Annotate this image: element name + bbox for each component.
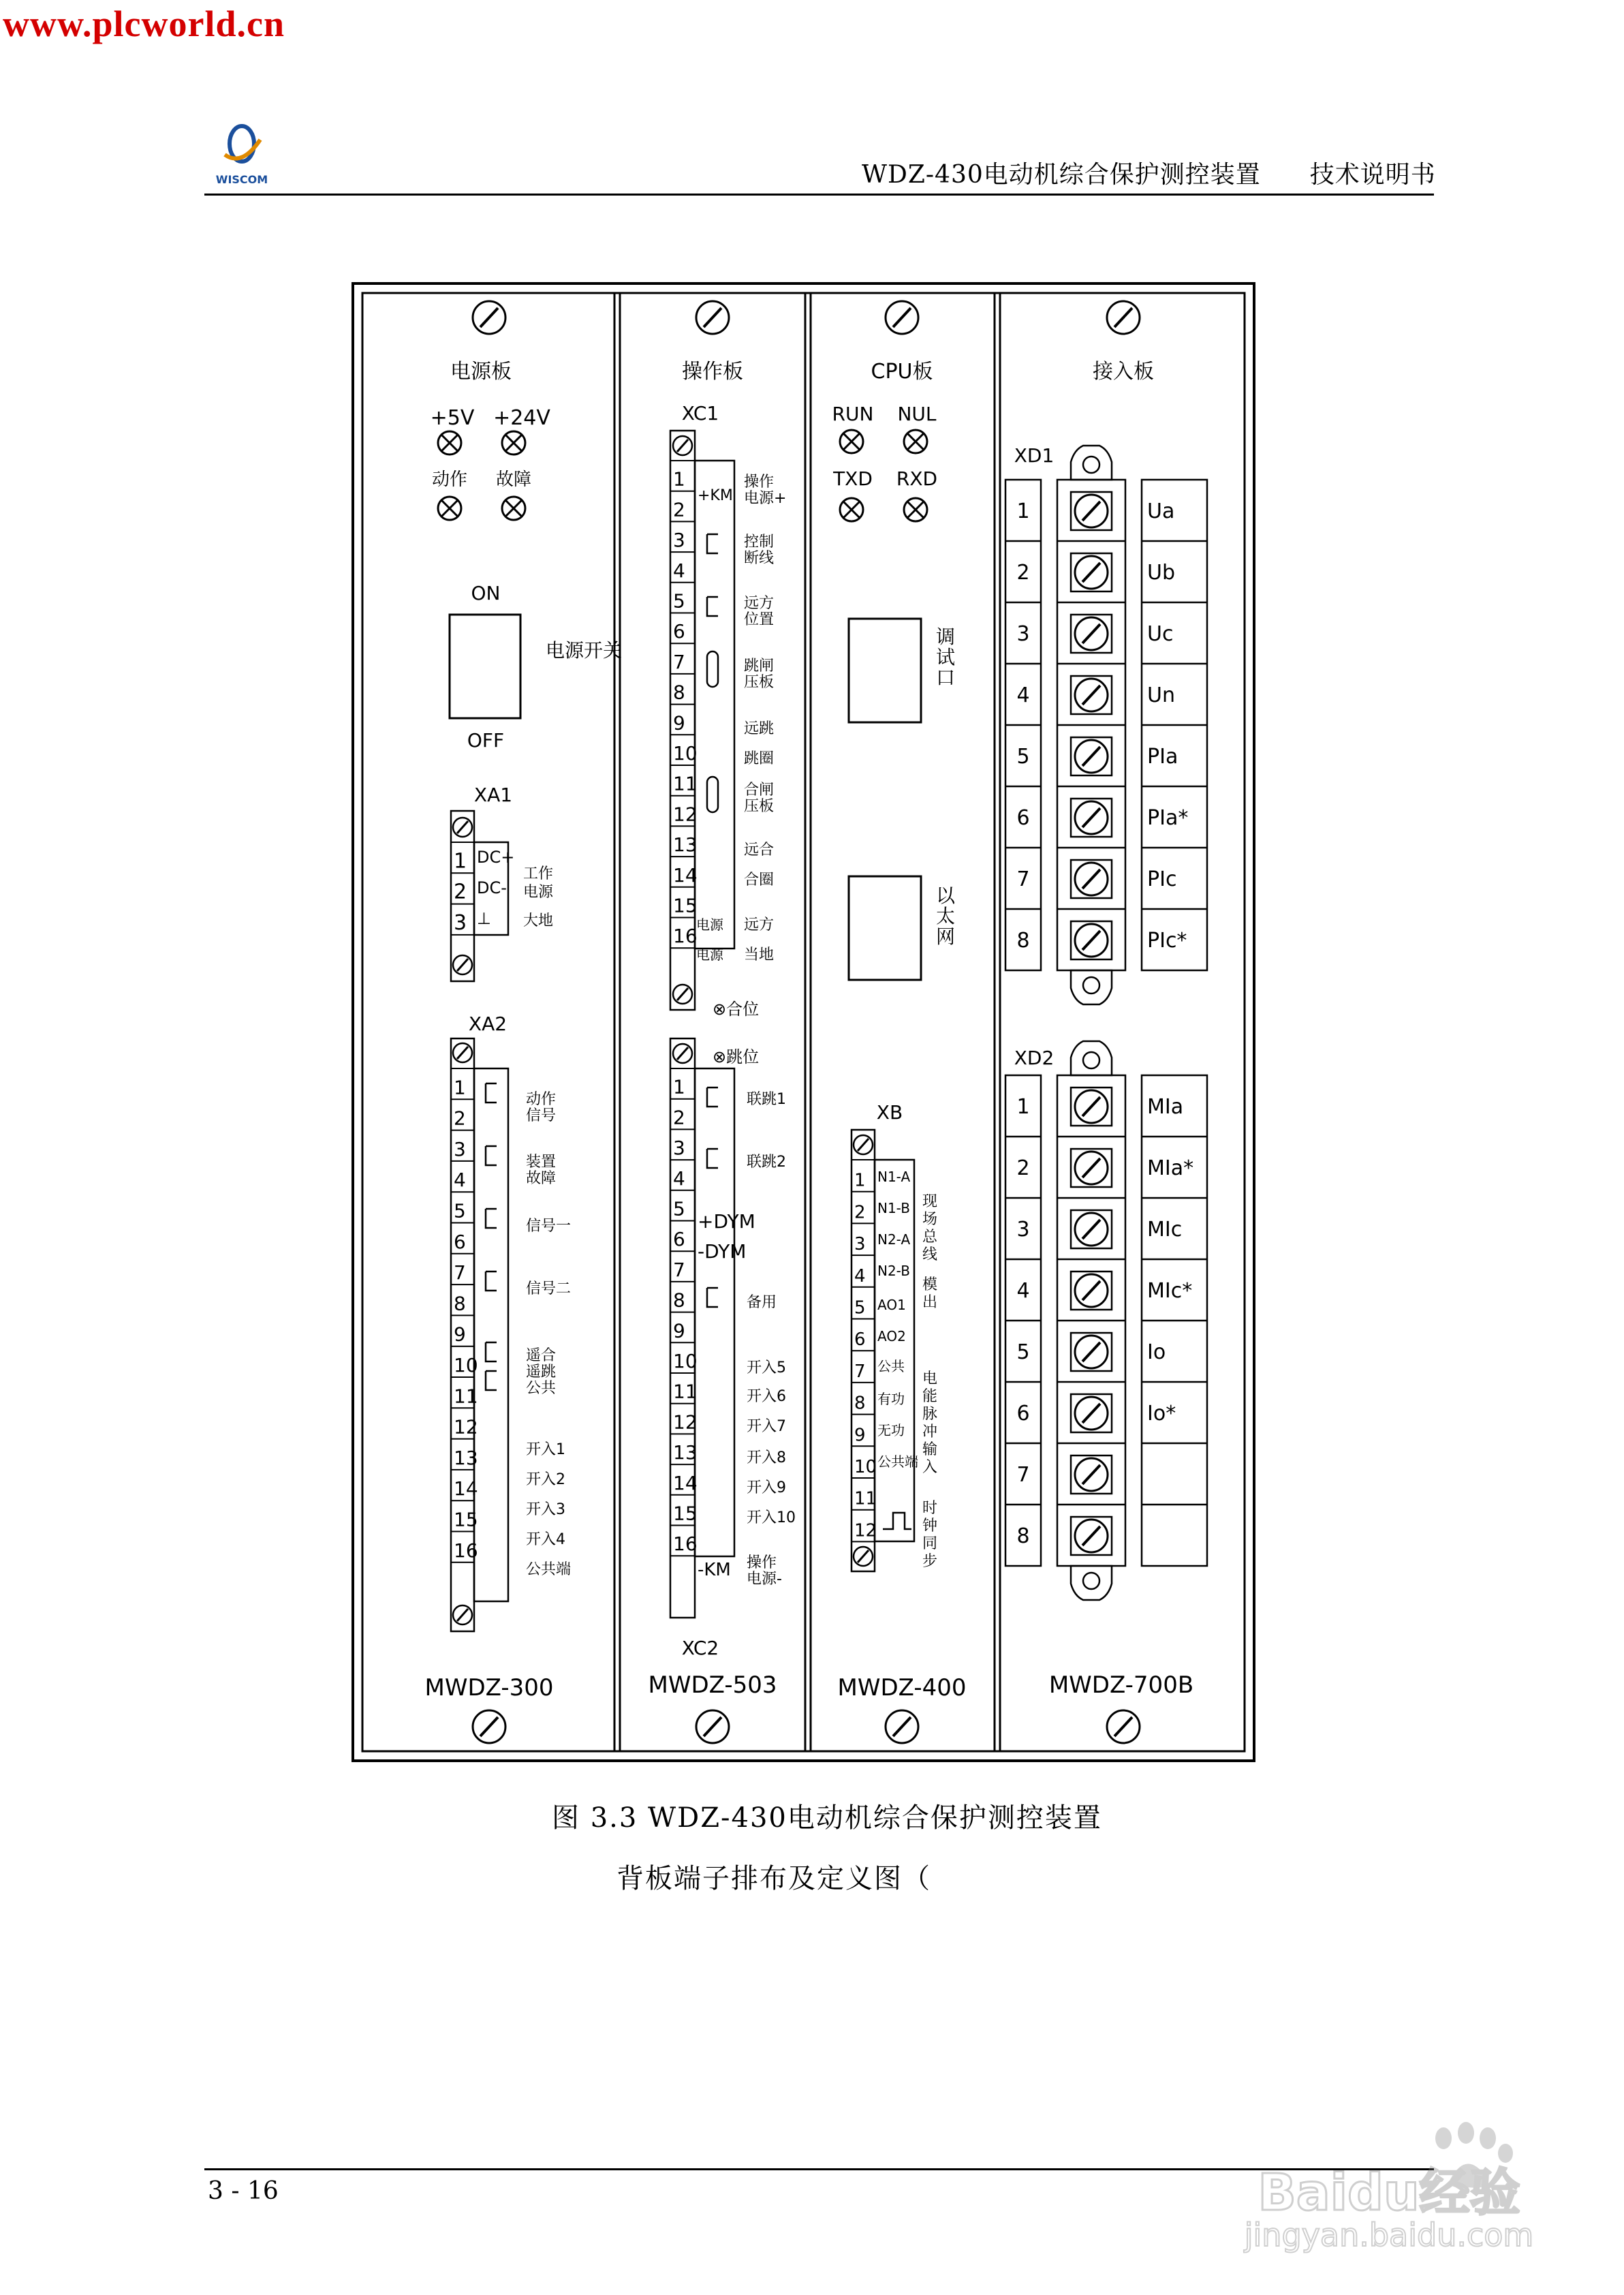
xc1-terminal-16: 16 <box>673 925 698 948</box>
xa2-label-14: 公共端 <box>526 1561 572 1578</box>
xd1-signal-5: PIa <box>1147 745 1178 769</box>
xa1-signal-2: DC- <box>477 878 507 897</box>
switch-on-label: ON <box>471 582 501 604</box>
xc1-label-10: 跳圈 <box>744 750 775 767</box>
xc1-terminal-10: 10 <box>673 742 698 765</box>
xa2-terminal-11: 11 <box>454 1385 478 1408</box>
model-mwdz-503: MWDZ-503 <box>648 1672 777 1699</box>
xa2-label-11: 开入2 <box>526 1471 565 1488</box>
led-label-5v: +5V <box>430 406 475 430</box>
xc2-contact-2 <box>707 1149 718 1168</box>
xd1-terminal-3: 3 <box>1016 622 1030 646</box>
xc2-terminal-12: 12 <box>673 1411 698 1434</box>
xa2-contact-3 <box>486 1209 497 1228</box>
led-label-rxd: RXD <box>896 467 938 490</box>
xa2-terminal-6: 6 <box>454 1230 466 1253</box>
logo-text: WISCOM <box>215 173 268 186</box>
figure-caption-line1: 图 3.3 WDZ-430电动机综合保护测控装置 <box>552 1802 1102 1834</box>
watermark-url: jingyan.baidu.com <box>1244 2217 1534 2253</box>
xb-signal-7: 公共 <box>877 1358 905 1374</box>
xc2-terminal-8: 8 <box>673 1289 685 1312</box>
indicator-close: ⊗合位 <box>713 1000 760 1019</box>
xc2-terminal-2: 2 <box>673 1106 685 1129</box>
xc1-terminal-3: 3 <box>673 529 685 552</box>
xb-terminal-1: 1 <box>854 1170 866 1191</box>
xc1-terminal-9: 9 <box>673 711 685 735</box>
xa2-label-2: 信号 <box>526 1107 557 1124</box>
xa2-label-6: 信号二 <box>526 1280 572 1297</box>
xc1-label-11: 合闸 <box>744 782 775 799</box>
xa2-terminal-4: 4 <box>454 1169 466 1192</box>
xa2-terminal-7: 7 <box>454 1261 466 1284</box>
running-header <box>862 155 1436 190</box>
xd2-screw-3 <box>1075 1213 1108 1246</box>
xc2-label-11: 电源- <box>747 1571 782 1588</box>
xc1-terminal-13: 13 <box>673 833 698 857</box>
xd1-signal-1: Ua <box>1147 499 1175 523</box>
xa2-label-1: 动作 <box>526 1091 557 1108</box>
xc2-terminal-1: 1 <box>673 1075 685 1098</box>
clock-pulse-icon <box>883 1513 911 1529</box>
xd2-screw-6 <box>1075 1397 1108 1430</box>
power-board-title: 电源板 <box>450 360 512 384</box>
xa2-terminal-2: 2 <box>454 1107 466 1130</box>
xd2-signal-6: Io* <box>1147 1402 1176 1426</box>
xc1-label-7: 跳闸 <box>744 658 775 675</box>
xb-terminal-3: 3 <box>854 1234 866 1255</box>
xd2-terminal-3: 3 <box>1016 1218 1030 1242</box>
led-label-run: RUN <box>832 403 874 425</box>
xd2-signal-2: MIa* <box>1147 1156 1194 1180</box>
xb-signal-4: N2-B <box>877 1263 910 1279</box>
xa2-label-5: 信号一 <box>526 1218 572 1235</box>
xd1-terminal-1: 1 <box>1016 499 1030 523</box>
xd1-terminal-6: 6 <box>1016 806 1030 830</box>
xd1-signal-8: PIc* <box>1147 929 1187 953</box>
xa2-terminal-8: 8 <box>454 1292 466 1315</box>
xd2-terminal-2: 2 <box>1016 1156 1030 1180</box>
xa1-signal-3: ⊥ <box>477 909 491 928</box>
xb-label-1: 现场总线 <box>922 1193 938 1263</box>
xb-terminal-9: 9 <box>854 1425 866 1446</box>
xd1-screw-8 <box>1075 924 1108 957</box>
xc1-terminal-4: 4 <box>673 559 685 582</box>
cpu-board-title: CPU板 <box>871 360 933 384</box>
xa2-contact-1 <box>486 1083 497 1103</box>
xd2-screw-8 <box>1075 1520 1108 1552</box>
xc2-terminal-10: 10 <box>673 1350 698 1372</box>
xc1-label-13: 远合 <box>744 842 775 859</box>
xc2-label-5: 开入6 <box>747 1388 786 1405</box>
cpu-board <box>832 360 967 1701</box>
xa2-label-3: 装置 <box>526 1154 557 1171</box>
xc1-terminal-15: 15 <box>673 894 698 917</box>
site-url[interactable]: www.plcworld.cn <box>3 3 285 44</box>
xb-terminal-8: 8 <box>854 1393 866 1414</box>
xa2-label-7: 遥合 <box>526 1347 557 1364</box>
xc2-label-4: 开入5 <box>747 1359 786 1376</box>
xa1-label-3: 大地 <box>523 912 554 929</box>
power-board <box>425 360 623 1701</box>
xd1-terminal-2: 2 <box>1016 561 1030 585</box>
xc2-signal-dym-plus: +DYM <box>698 1210 755 1233</box>
xc2-label-7: 开入8 <box>747 1449 786 1466</box>
switch-label: 电源开关 <box>546 639 623 662</box>
xc1-label-4: 断线 <box>744 550 775 567</box>
xd1-signal-7: PIc <box>1147 867 1177 891</box>
xb-terminal-5: 5 <box>854 1297 866 1319</box>
xd1-screw-2 <box>1075 556 1108 589</box>
xa1-terminal-3: 3 <box>454 910 467 935</box>
xa2-terminal-10: 10 <box>454 1354 478 1376</box>
xb-label-3: 电能脉冲输入 <box>922 1370 938 1476</box>
xd2-signal-3: MIc <box>1147 1218 1183 1242</box>
xb-terminal-7: 7 <box>854 1361 866 1382</box>
xc1-label-6: 位置 <box>744 611 775 628</box>
led-label-fault: 故障 <box>495 469 532 490</box>
xc2-terminal-5: 5 <box>673 1197 685 1220</box>
input-board-title: 接入板 <box>1093 360 1154 384</box>
xa1-terminal-2: 2 <box>454 880 467 904</box>
led-label-txd: TXD <box>833 467 873 490</box>
xd2-terminal-1: 1 <box>1016 1095 1030 1119</box>
header-doc-type: 技术说明书 <box>1309 161 1436 189</box>
xc2-label-10: 操作 <box>747 1554 777 1571</box>
xc2-label-6: 开入7 <box>747 1418 786 1435</box>
xd1-signal-6: PIa* <box>1147 806 1189 830</box>
xb-terminal-4: 4 <box>854 1265 866 1287</box>
xd1-terminal-4: 4 <box>1016 683 1030 707</box>
xd1-screw-5 <box>1075 740 1108 773</box>
xc1-signal-power-2: 电源 <box>696 946 723 963</box>
xd2-terminal-5: 5 <box>1016 1340 1030 1364</box>
ethernet-port <box>849 876 921 980</box>
xd1-name: XD1 <box>1014 444 1055 467</box>
xa2-label-8: 遥跳 <box>526 1364 557 1381</box>
xd2-screw-7 <box>1075 1458 1108 1491</box>
model-mwdz-300: MWDZ-300 <box>424 1674 554 1701</box>
xc1-contact-2 <box>707 597 718 616</box>
xb-terminal-11: 11 <box>854 1488 877 1509</box>
xc2-label-3: 备用 <box>747 1294 777 1311</box>
xa2-contact-4 <box>486 1272 497 1291</box>
xc1-signal-power-1: 电源 <box>696 917 723 933</box>
xc2-terminal-13: 13 <box>673 1441 698 1464</box>
xc1-link-1 <box>707 651 718 687</box>
xc2-terminal-4: 4 <box>673 1167 685 1190</box>
xb-label-4: 时钟同步 <box>922 1500 938 1570</box>
xd1-screw-4 <box>1075 679 1108 711</box>
xb-signal-10: 公共端 <box>877 1453 918 1470</box>
xc2-terminal-11: 11 <box>673 1380 698 1403</box>
xa2-label-9: 公共 <box>526 1380 557 1397</box>
xa1-name: XA1 <box>473 784 513 806</box>
backplane-diagram <box>352 282 1255 1762</box>
xa2-label-4: 故障 <box>526 1170 557 1187</box>
xc2-terminal-7: 7 <box>673 1258 685 1281</box>
xd2-screw-5 <box>1075 1336 1108 1368</box>
xb-signal-2: N1-B <box>877 1200 910 1216</box>
xb-terminal-12: 12 <box>854 1520 877 1541</box>
xd1-screw-3 <box>1075 617 1108 650</box>
xd1-terminal-5: 5 <box>1016 745 1030 769</box>
xc1-label-16: 当地 <box>744 946 775 964</box>
switch-off-label: OFF <box>467 729 505 752</box>
xb-signal-8: 有功 <box>877 1391 905 1407</box>
xd1-terminal-7: 7 <box>1016 867 1030 891</box>
debug-port-label: 调试口 <box>936 626 956 689</box>
xc1-terminal-2: 2 <box>673 498 685 521</box>
xd1-signal-3: Uc <box>1147 622 1174 646</box>
xc2-name: XC2 <box>681 1637 719 1659</box>
xc2-terminal-14: 14 <box>673 1471 698 1494</box>
xa1-label-2: 电源 <box>523 884 554 901</box>
xa2-contact-6 <box>486 1371 497 1390</box>
xd1-bottom-ear <box>1071 970 1112 1004</box>
xd1-signal-4: Un <box>1147 683 1175 707</box>
xc2-label-8: 开入9 <box>747 1479 786 1496</box>
power-switch <box>450 615 520 718</box>
header-rule <box>204 194 1434 196</box>
xc2-contact-1 <box>707 1088 718 1107</box>
xa2-terminal-14: 14 <box>454 1477 478 1500</box>
xd2-terminal-7: 7 <box>1016 1463 1030 1487</box>
xc1-label-5: 远方 <box>744 595 775 612</box>
xc2-terminal-15: 15 <box>673 1502 698 1525</box>
xc1-label-2: 电源+ <box>744 490 787 507</box>
xd2-signal-1: MIa <box>1147 1095 1184 1119</box>
xb-label-2: 模出 <box>922 1276 938 1311</box>
xa2-label-10: 开入1 <box>526 1441 565 1458</box>
xc2-label-1: 联跳1 <box>747 1091 786 1108</box>
xd1-top-ear <box>1071 446 1112 480</box>
xa2-terminal-9: 9 <box>454 1323 466 1346</box>
watermark-brand: Baidu经验 <box>1258 2163 1520 2222</box>
xd2-signal-4: MIc* <box>1147 1279 1193 1303</box>
xd1-screw-6 <box>1075 801 1108 834</box>
op-board-title: 操作板 <box>682 360 743 384</box>
wiscom-logo <box>204 119 279 187</box>
xa1-terminal-1: 1 <box>454 849 467 874</box>
xc2-terminal-9: 9 <box>673 1319 685 1342</box>
xc2-terminal-6: 6 <box>673 1228 685 1251</box>
xa2-terminal-15: 15 <box>454 1508 478 1531</box>
xc2-contact-3 <box>707 1288 718 1307</box>
xc2-terminal-3: 3 <box>673 1137 685 1160</box>
xd2-terminal-6: 6 <box>1016 1402 1030 1426</box>
xc1-terminal-8: 8 <box>673 681 685 704</box>
xc1-label-15: 远方 <box>744 917 775 934</box>
header-product: WDZ-430电动机综合保护测控装置 <box>862 161 1261 189</box>
xc2-terminal-16: 16 <box>673 1532 698 1556</box>
xd2-bottom-ear <box>1071 1566 1112 1600</box>
xb-terminal-2: 2 <box>854 1202 866 1223</box>
xc1-terminal-7: 7 <box>673 650 685 673</box>
xb-signal-3: N2-A <box>877 1231 911 1248</box>
xb-signal-6: AO2 <box>877 1328 906 1344</box>
xa1-label-1: 工作 <box>523 865 554 882</box>
xc1-name: XC1 <box>681 402 719 425</box>
xc1-signal-km: +KM <box>698 487 733 504</box>
xd2-screw-2 <box>1075 1152 1108 1184</box>
xa1-signal-1: DC+ <box>477 848 515 867</box>
led-label-24v: +24V <box>493 406 550 430</box>
xa2-label-12: 开入3 <box>526 1501 565 1518</box>
xc2-label-9: 开入10 <box>747 1509 796 1526</box>
xb-terminal-10: 10 <box>854 1457 877 1477</box>
xd1-screw-7 <box>1075 863 1108 895</box>
led-label-action: 动作 <box>431 469 468 490</box>
xa2-label-13: 开入4 <box>526 1531 565 1548</box>
xd2-screw-1 <box>1075 1090 1108 1123</box>
model-mwdz-700b: MWDZ-700B <box>1048 1672 1194 1699</box>
xc1-label-1: 操作 <box>744 474 775 491</box>
xc1-label-12: 压板 <box>744 798 775 815</box>
xd1-screw-1 <box>1075 495 1108 527</box>
xa2-contact-5 <box>486 1342 497 1361</box>
xc1-link-2 <box>707 777 718 812</box>
xd2-screw-4 <box>1075 1274 1108 1307</box>
xc1-label-8: 压板 <box>744 674 775 691</box>
xc1-terminal-1: 1 <box>673 467 685 491</box>
xd1-terminal-8: 8 <box>1016 929 1030 953</box>
xc1-terminal-14: 14 <box>673 863 698 887</box>
debug-port <box>849 619 921 722</box>
xb-signal-9: 无功 <box>877 1422 905 1438</box>
xb-signal-1: N1-A <box>877 1169 911 1185</box>
xc1-label-14: 合圈 <box>744 872 775 889</box>
xd2-terminal-4: 4 <box>1016 1279 1030 1303</box>
indicator-trip: ⊗跳位 <box>713 1047 760 1066</box>
xc2-signal-dym-minus: -DYM <box>698 1240 747 1263</box>
operation-board <box>649 360 796 1699</box>
figure-caption-line2: 背板端子排布及定义图（ <box>616 1863 931 1894</box>
xa2-terminal-13: 13 <box>454 1446 478 1469</box>
xd1-signal-2: Ub <box>1147 561 1176 585</box>
xd2-name: XD2 <box>1014 1047 1055 1069</box>
xa2-terminal-12: 12 <box>454 1415 478 1438</box>
xd2-terminal-8: 8 <box>1016 1524 1030 1548</box>
xd2-signal-5: Io <box>1147 1340 1166 1364</box>
xc1-label-3: 控制 <box>744 534 775 551</box>
xb-terminal-6: 6 <box>854 1329 866 1351</box>
xc2-label-2: 联跳2 <box>747 1154 786 1171</box>
page-number: 3 - 16 <box>208 2177 279 2205</box>
xb-name: XB <box>876 1101 903 1124</box>
xd2-top-ear <box>1071 1041 1112 1075</box>
model-mwdz-400: MWDZ-400 <box>837 1674 967 1701</box>
xc1-terminal-5: 5 <box>673 589 685 613</box>
input-board <box>1005 360 1207 1699</box>
xa2-terminal-3: 3 <box>454 1137 466 1160</box>
xc1-terminal-11: 11 <box>673 772 698 795</box>
xc1-label-9: 远跳 <box>744 720 775 737</box>
xa2-terminal-16: 16 <box>454 1539 478 1562</box>
led-label-nul: NUL <box>897 403 937 425</box>
xc1-contact-1 <box>707 534 718 553</box>
xc1-terminal-6: 6 <box>673 620 685 643</box>
ethernet-port-label: 以太网 <box>936 884 956 948</box>
xa2-terminal-1: 1 <box>454 1076 466 1099</box>
xa2-terminal-5: 5 <box>454 1199 466 1222</box>
xa2-name: XA2 <box>468 1013 507 1035</box>
xc1-terminal-12: 12 <box>673 803 698 826</box>
xa2-contact-2 <box>486 1146 497 1165</box>
xc2-signal-km: -KM <box>698 1560 731 1580</box>
xb-signal-5: AO1 <box>877 1297 906 1313</box>
baidu-watermark <box>1215 2118 1570 2254</box>
